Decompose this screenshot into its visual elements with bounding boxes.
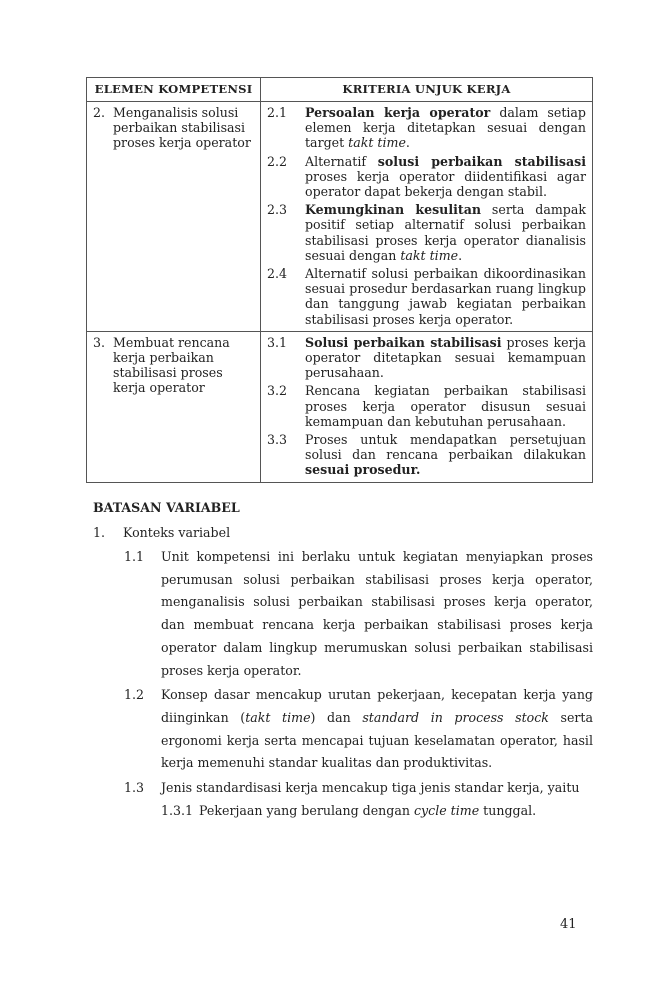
sub-list-item (124, 777, 593, 822)
criteria-cell (261, 102, 593, 332)
criteria-item (267, 432, 586, 478)
criteria-text (305, 202, 586, 263)
batasan-variabel-section (93, 500, 593, 822)
text-run: serta dampak positif setiap alternatif solusi perbaikan stabilisasi proses kerja operator dianalisis sesuai dengan (305, 202, 586, 263)
italic-text: takt time (348, 135, 406, 151)
element-text: Menganalisis solusi perbaikan stabilisasi proses kerja operator (113, 105, 251, 151)
criteria-number: 2.2 (267, 153, 288, 169)
text-run: Jenis standardisasi kerja mencakup tiga jenis standar kerja, yaitu (161, 780, 580, 796)
text-run: Alternatif (305, 153, 378, 169)
text-run: . (405, 135, 410, 151)
sub-sub-list-item (161, 800, 593, 823)
italic-text: takt time (245, 709, 311, 725)
criteria-item (267, 105, 586, 151)
text-run: proses kerja operator diidentifikasi agar operator dapat bekerja dengan stabil. (305, 168, 586, 200)
section-heading: BATASAN VARIABEL (93, 500, 240, 515)
criteria-item (267, 154, 586, 200)
header-kriteria-unjuk-kerja: KRITERIA UNJUK KERJA (261, 78, 593, 102)
criteria-number: 2.1 (267, 105, 288, 120)
text-run: Pekerjaan yang berulang dengan (199, 802, 414, 818)
criteria-text (305, 105, 586, 151)
text-run: tunggal. (479, 802, 537, 818)
text-run: ) dan (310, 709, 363, 725)
table-header-row (87, 78, 593, 102)
criteria-item (267, 383, 586, 429)
text-run: Rencana kegiatan perbaikan stabilisasi proses kerja operator disusun sesuai kemampuan dan kebutuhan perusahaan. (305, 383, 586, 429)
italic-text: cycle time (413, 802, 480, 818)
sub-sub-list-number: 1.3.1 (161, 802, 194, 818)
text-run: Proses untuk mendapatkan persetujuan solusi dan rencana perbaikan dilakukan (305, 432, 586, 463)
text-run: dalam setiap elemen kerja ditetapkan sesuai dengan target (305, 105, 586, 151)
sub-list-text (161, 684, 593, 775)
italic-text: standard in process stock (362, 709, 549, 725)
paragraph (161, 684, 593, 775)
text-run: Konsep dasar mencakup urutan pekerjaan, kecepatan kerja yang diinginkan ( (161, 687, 593, 725)
criteria-item (267, 202, 586, 263)
criteria-number: 2.3 (267, 202, 288, 218)
sub-sub-list-text (199, 800, 536, 823)
page-number: 41 (560, 917, 577, 932)
table-row (87, 331, 593, 482)
text-run: . (458, 247, 463, 263)
competency-table (86, 77, 593, 483)
criteria-text (305, 383, 586, 429)
list-item (93, 522, 593, 544)
criteria-item (267, 335, 586, 381)
bold-text: Persoalan kerja operator (305, 105, 491, 120)
sub-list-text (161, 546, 593, 682)
sub-list-item (124, 684, 593, 775)
header-elemen-kompetensi: ELEMEN KOMPETENSI (87, 78, 261, 102)
text-run: Alternatif solusi perbaikan dikoordinasikan sesuai prosedur berdasarkan ruang lingkup dan tanggung jawab kegiatan perbaikan stabilisasi proses kerja operator. (305, 266, 586, 327)
criteria-text (305, 432, 586, 478)
element-cell (87, 331, 261, 482)
criteria-number: 2.4 (267, 266, 288, 282)
bold-text: Kemungkinan kesulitan (305, 202, 482, 218)
sub-list-number: 1.3 (124, 780, 145, 796)
bold-text: Solusi perbaikan stabilisasi (305, 334, 502, 350)
sub-list-number: 1.2 (124, 687, 145, 703)
text-run: Unit kompetensi ini berlaku untuk kegiatan menyiapkan proses perumusan solusi perbaikan stabilisasi proses kerja operator, menganalisis solusi perbaikan stabilisasi proses kerja operator, dan membuat rencana kerja perbaikan stabilisasi proses kerja operator dalam lingkup merumuskan solusi perbaikan stabilisasi proses kerja operator. (161, 549, 593, 678)
element-text: Membuat rencana kerja perbaikan stabilisasi proses kerja operator (113, 334, 230, 396)
list-label: Konteks variabel (123, 525, 231, 540)
bold-text: solusi perbaikan stabilisasi (377, 153, 586, 169)
sub-list-number: 1.1 (124, 549, 145, 564)
sub-list-text (161, 777, 593, 822)
element-cell (87, 102, 261, 332)
element-number: 2. (93, 105, 106, 120)
table-row (87, 102, 593, 332)
criteria-text (305, 154, 586, 200)
criteria-text (305, 266, 586, 327)
criteria-text (305, 335, 586, 381)
paragraph (161, 777, 593, 800)
criteria-number: 3.3 (267, 432, 288, 448)
criteria-number: 3.1 (267, 334, 288, 350)
text-run: serta ergonomi kerja serta mencapai tujuan keselamatan operator, hasil kerja memenuhi standar kualitas dan produktivitas. (161, 709, 593, 771)
list-number: 1. (93, 525, 106, 540)
sub-list (93, 546, 593, 822)
criteria-cell (261, 331, 593, 482)
criteria-number: 3.2 (267, 383, 288, 399)
criteria-item (267, 266, 586, 327)
element-number: 3. (93, 334, 106, 350)
italic-text: takt time (400, 247, 459, 263)
paragraph (161, 546, 593, 682)
text-run: proses kerja operator ditetapkan sesuai kemampuan perusahaan. (305, 334, 586, 381)
sub-list-item (124, 546, 593, 682)
bold-text: sesuai prosedur. (305, 462, 421, 478)
